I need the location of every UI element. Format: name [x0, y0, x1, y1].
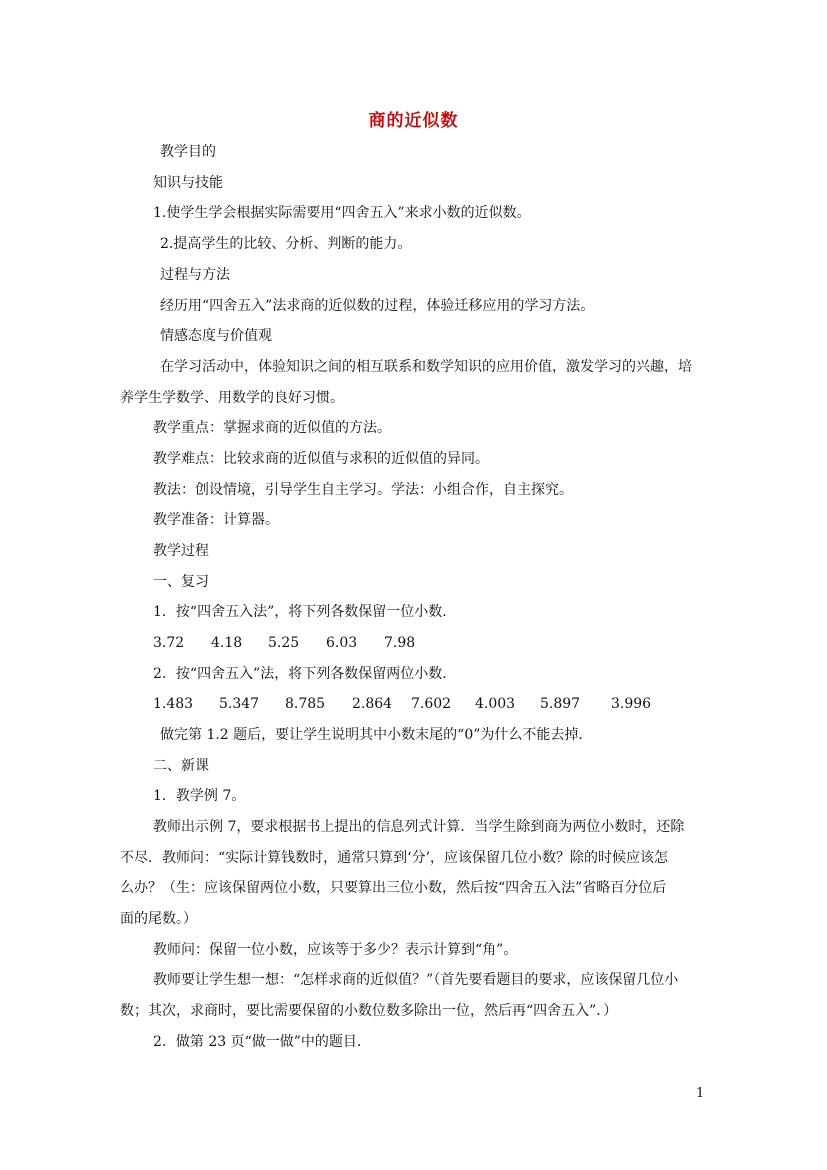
number-item: 4.003 [475, 696, 516, 712]
text-line: 教学目的 [160, 144, 216, 160]
text-line: 经历用“四舍五入”法求商的近似数的过程，体验迁移应用的学习方法。 [160, 298, 595, 314]
text-line: 养学生学数学、用数学的良好习惯。 [120, 390, 344, 406]
text-line: 么办？（生：应该保留两位小数，只要算出三位小数，然后按“四舍五入法”省略百分位后 [120, 880, 667, 896]
document-title: 商的近似数 [368, 111, 459, 131]
text-line: 过程与方法 [160, 267, 230, 283]
number-item: 6.03 [326, 635, 358, 651]
text-line: 做完第 1.2 题后，要让学生说明其中小数末尾的“0”为什么不能去掉． [160, 727, 593, 743]
text-line: 教师要让学生想一想：“怎样求商的近似值？”（首先要看题目的要求，应该保留几位小 [153, 972, 679, 988]
text-line: 1．教学例 7。 [153, 788, 246, 804]
number-item: 5.347 [219, 696, 260, 712]
number-item: 3.996 [611, 696, 652, 712]
number-item: 7.98 [384, 635, 416, 651]
text-line: 教师出示例 7，要求根据书上提出的信息列式计算．当学生除到商为两位小数时，还除 [153, 819, 685, 835]
text-line: 1.使学生学会根据实际需要用“四舍五入”来求小数的近似数。 [153, 205, 531, 221]
text-line: 不尽．教师问：“实际计算钱数时，通常只算到‘分’，应该保留几位小数？除的时候应该怎 [120, 850, 669, 866]
number-list-two-decimal [153, 694, 651, 714]
text-line: 在学习活动中，体验知识之间的相互联系和数学知识的应用价值，激发学习的兴趣，培 [160, 359, 692, 375]
number-item: 5.25 [268, 635, 300, 651]
number-item: 7.602 [411, 696, 452, 712]
text-line: 1．按“四舍五入法”，将下列各数保留一位小数． [153, 604, 457, 620]
text-line: 2.提高学生的比较、分析、判断的能力。 [160, 236, 412, 252]
text-line: 2．做第 23 页“做一做”中的题目． [153, 1034, 371, 1050]
text-line: 2．按“四舍五入”法，将下列各数保留两位小数． [153, 666, 457, 682]
text-line: 一、复习 [153, 574, 209, 590]
text-line: 教师问：保留一位小数，应该等于多少？表示计算到“角”。 [153, 942, 518, 958]
page-number: 1 [696, 1086, 705, 1101]
text-line: 数；其次，求商时，要比需要保留的小数位数多除出一位，然后再“四舍五入”．） [120, 1003, 618, 1019]
text-line: 知识与技能 [153, 175, 223, 191]
text-line: 教学重点：掌握求商的近似值的方法。 [153, 420, 391, 436]
text-line: 教学难点：比较求商的近似值与求积的近似值的异同。 [153, 451, 489, 467]
number-item: 3.72 [153, 635, 185, 651]
number-list-one-decimal [153, 633, 415, 653]
text-line: 二、新课 [153, 758, 209, 774]
text-line: 面的尾数。） [120, 911, 197, 927]
number-item: 2.864 [352, 696, 393, 712]
text-line: 教学准备：计算器。 [153, 512, 279, 528]
number-item: 8.785 [285, 696, 326, 712]
number-item: 5.897 [540, 696, 581, 712]
text-line: 教法：创设情境，引导学生自主学习。学法：小组合作，自主探究。 [153, 482, 573, 498]
text-line: 情感态度与价值观 [160, 328, 272, 344]
text-line: 教学过程 [153, 543, 209, 559]
number-item: 1.483 [153, 696, 194, 712]
number-item: 4.18 [211, 635, 243, 651]
